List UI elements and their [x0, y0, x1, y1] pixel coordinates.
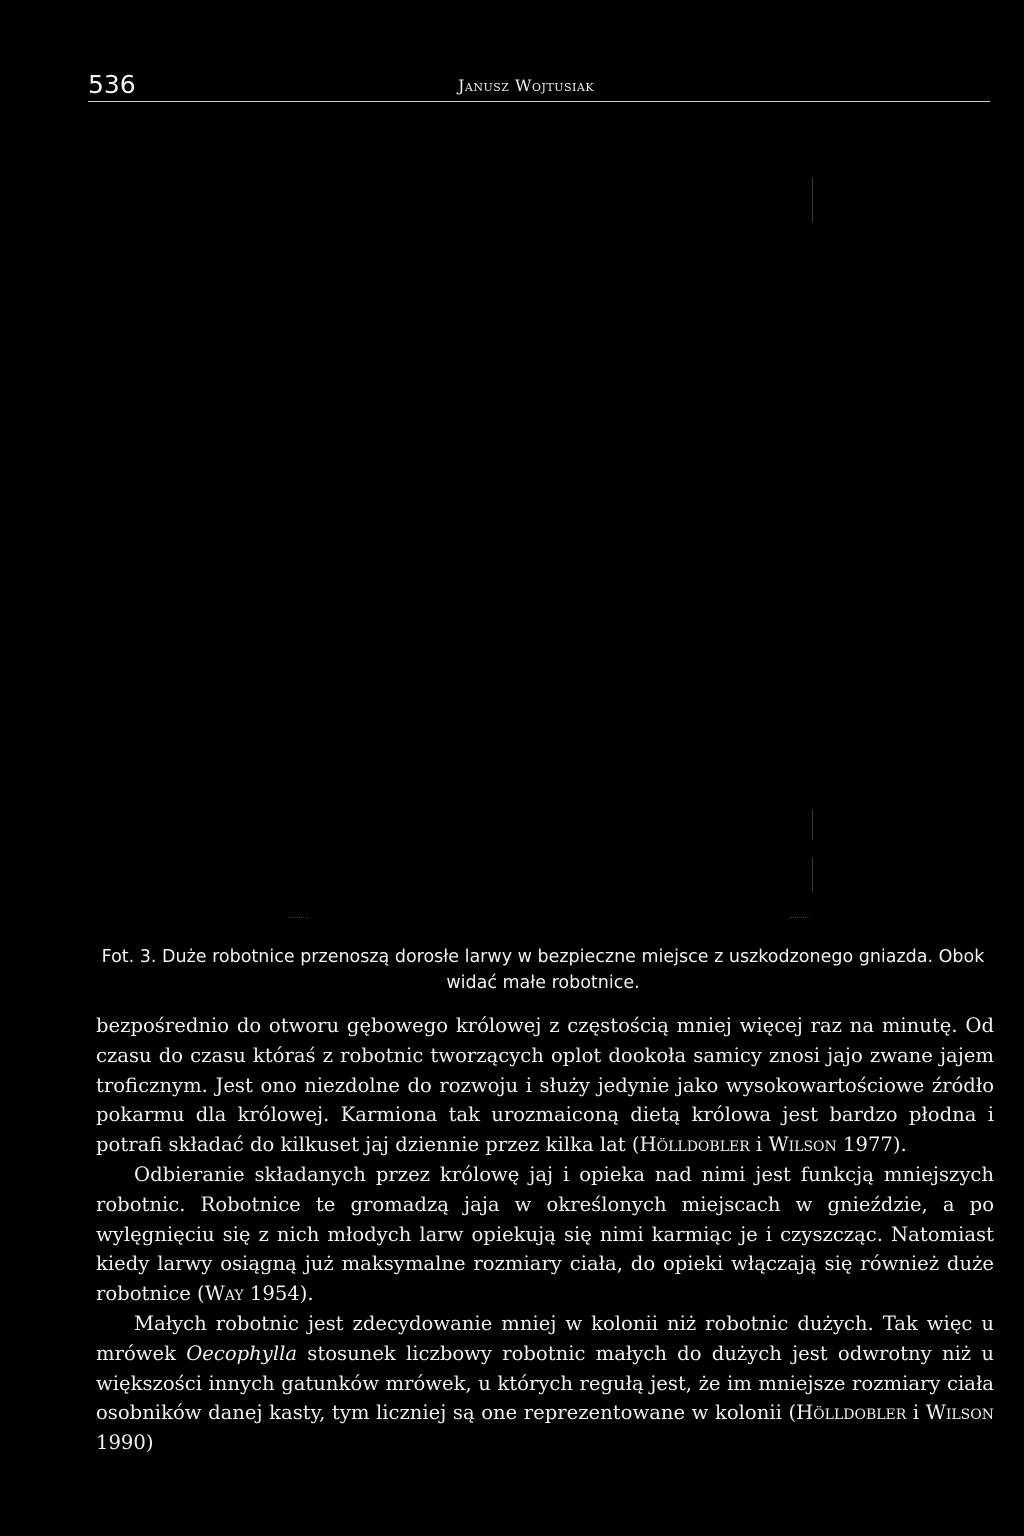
photo-area [88, 110, 990, 925]
photo-edge-mark [812, 810, 813, 840]
author-name: Way [204, 1282, 244, 1306]
text-run: 1990) [96, 1431, 154, 1455]
text-run: 1954). [243, 1282, 314, 1306]
body-text [96, 1011, 994, 1458]
text-run: i [906, 1401, 926, 1425]
text-run: stosunek liczbowy robotnic małych do dużych jest odwrotny niż u większości innych gatunków mrówek, u których regułą jest, że im mniejsze rozmiary ciała osobników danej kasty, tym liczniej są one reprezentowane w kolonii ( [96, 1341, 994, 1425]
text-run: bezpośrednio do otworu gębowego królowej z częstością mniej więcej raz na minutę. Od czasu do czasu któraś z robotnic tworzących oplot dookoła samicy znosi jajo zwane jajem troficznym. Jest ono niezdolne do rozwoju i służy jedynie jako wysokowartościowe źródło pokarmu dla królowej. Karmiona tak urozmaiconą dietą królowa jest bardzo płodna i potrafi składać do kilkuset jaj dziennie przez kilka lat ( [96, 1014, 994, 1157]
author-name: Hölldobler [796, 1401, 907, 1425]
figure-caption: Fot. 3. Duże robotnice przenoszą dorosłe larwy w bezpieczne miejsce z uszkodzonego gniazda. Obok widać małe robotnice. [101, 947, 985, 993]
text-run: Odbieranie składanych przez królowę jaj i opieka nad nimi jest funkcją mniejszych robotnic. Robotnice te gromadzą jaja w określonych miejscach w gnieździe, a po wylęgnięciu się z nich młodych larw opiekują się nimi karmiąc je i czyszcząc. Natomiast kiedy larwy osiągną już maksymalne rozmiary ciała, do opieki włączają się również duże robotnice ( [96, 1162, 994, 1306]
paragraph [96, 1011, 994, 1160]
author-name: Wilson [768, 1133, 837, 1157]
running-head: Janusz Wojtusiak [458, 76, 595, 95]
paragraph [96, 1309, 994, 1458]
author-name: Hölldobler [639, 1133, 750, 1157]
photo-corner-mark [290, 917, 308, 919]
text-run: i [749, 1133, 769, 1157]
paragraph [96, 1160, 994, 1309]
text-run: Małych robotnic jest zdecydowanie mniej w kolonii niż robotnic dużych. Tak więc u mrówek [96, 1311, 994, 1365]
photo-corner-mark [790, 917, 810, 919]
author-name: Wilson [925, 1401, 994, 1425]
header-rule [88, 101, 990, 102]
text-run: 1977). [836, 1133, 907, 1157]
photo-edge-mark [812, 178, 813, 222]
photo-edge-mark [812, 858, 813, 892]
page-number: 536 [88, 70, 136, 99]
genus-name: Oecophylla [186, 1341, 298, 1365]
